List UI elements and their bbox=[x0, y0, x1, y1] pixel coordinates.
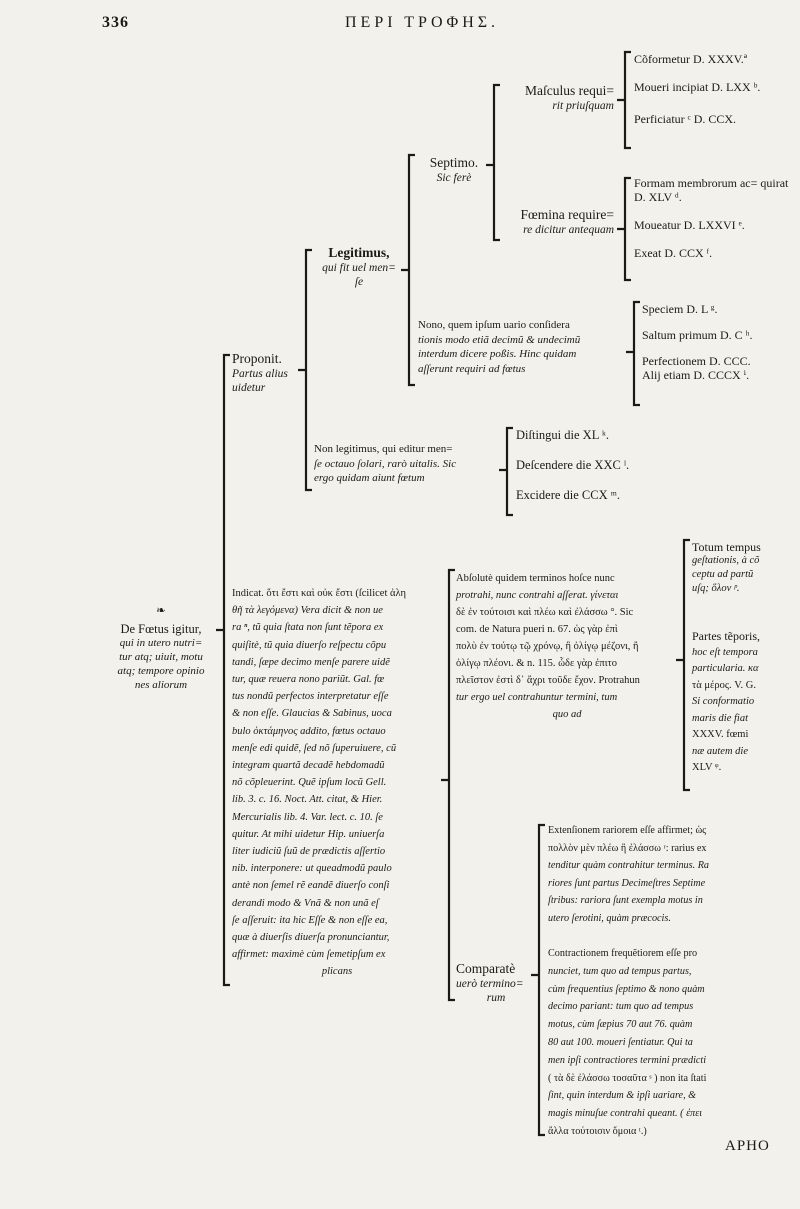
proponit-line: Partus alius bbox=[232, 367, 288, 380]
partes-line: hoc eſt tempora bbox=[692, 646, 758, 658]
absolute-block bbox=[456, 570, 678, 723]
septimo-block bbox=[418, 156, 490, 185]
root-text bbox=[100, 622, 222, 692]
nono-block bbox=[418, 318, 626, 376]
foemina-item: Exeat D. CCX ᶠ. bbox=[634, 246, 713, 260]
comparate-block bbox=[456, 962, 536, 1006]
root-ornament bbox=[100, 604, 222, 619]
masculus-item: Cõformetur D. XXXV.ª bbox=[634, 52, 748, 66]
totum-line: uſq; ὅλον ᵖ. bbox=[692, 583, 740, 594]
extensionem-line: πολλὸν μὲν πλέω ἢ ἐλάσσω ʳ: rarius ex bbox=[548, 842, 707, 854]
partes-line: Partes tẽporis, bbox=[692, 629, 760, 643]
non-legitimus-item: Diſtingui die XL ᵏ. bbox=[516, 428, 610, 442]
non-legitimus-item: Deſcendere die XXC ˡ. bbox=[516, 458, 630, 472]
nono-item: Speciem D. L ᵍ. bbox=[642, 302, 718, 316]
fleuron-icon: ❧ bbox=[156, 605, 166, 617]
proponit-line: uidetur bbox=[232, 382, 266, 394]
indicat-line: antè non ſemel rẽ eandẽ diuerſo conſi bbox=[232, 880, 390, 892]
nono-item: Perfectionem D. CCC. bbox=[642, 354, 751, 368]
contractionem-line: motus, cùm ſæpius 70 aut 76. quàm bbox=[548, 1019, 693, 1031]
indicat-block bbox=[232, 585, 442, 981]
contractionem-line: decimo pariant: tum quo ad tempus bbox=[548, 1001, 694, 1013]
non-legitimus-line: Non legitimus, qui editur men= bbox=[314, 443, 453, 455]
absolute-line: com. de Natura pueri n. 67. ὡς γὰρ ἐπὶ bbox=[456, 624, 618, 635]
indicat-line: quæ à diuerſis diuerſa pronunciantur, bbox=[232, 932, 390, 944]
totum-line: geſtationis, à cõ bbox=[692, 555, 760, 566]
catchword: APHO bbox=[725, 1138, 770, 1154]
masculus-item: Moueri incipiat D. LXX ᵇ. bbox=[634, 80, 761, 94]
absolute-line: tur ergo uel contrahuntur termini, tum bbox=[456, 692, 618, 703]
contractionem-line: Contractionem frequẽtiorem eſſe pro bbox=[548, 948, 698, 959]
foemina-items bbox=[634, 176, 794, 260]
masculus-item: Perficiatur ᶜ D. CCX. bbox=[634, 112, 737, 126]
root-line: nes aliorum bbox=[134, 679, 188, 691]
absolute-totum bbox=[692, 540, 796, 596]
extensionem-line: ſtribus: rariora ſunt exempla motus in bbox=[548, 895, 703, 906]
contractionem-line: men ipſi contractiores termini prædicti bbox=[548, 1054, 707, 1066]
foemina-item: Formam membrorum ac= quirat D. XLV ᵈ. bbox=[634, 176, 789, 204]
contractionem-line: ſint, quin interdum & ipſi uariare, & bbox=[548, 1090, 697, 1102]
absolute-line: πλεῖστον ἐστὶ δ᾽ ἄχρι τοῦδε ἔχον. Protrahun bbox=[456, 675, 640, 686]
nono-item: Saltum primum D. C ʰ. bbox=[642, 328, 753, 342]
brace-indicat bbox=[441, 570, 455, 1000]
contractionem-block bbox=[548, 945, 796, 1141]
indicat-line: nib. interponere: ut queadmodũ paulo bbox=[232, 863, 392, 875]
foemina-line: re dicitur antequam bbox=[523, 223, 614, 236]
indicat-line: Indicat. ὅτι ἔστι καὶ οὐκ ἔστι (ſcilicet ἀλη bbox=[232, 588, 406, 599]
absolute-line: δὲ ἐν τούτοισι καὶ πλέω καὶ ἐλάσσω °. Sic bbox=[456, 607, 634, 618]
contractionem-line: ἄλλα τούτοισιν ὅμοια ᵗ.) bbox=[548, 1125, 647, 1137]
foemina-label: Fœmina require= bbox=[520, 207, 614, 222]
proponit-block bbox=[232, 352, 304, 396]
non-legitimus-item: Excidere die CCX ᵐ. bbox=[516, 488, 620, 502]
partes-line: Si conformatio bbox=[692, 696, 755, 707]
extensionem-block bbox=[548, 822, 796, 927]
partes-line: XLV ᵠ. bbox=[692, 762, 722, 773]
proponit-label: Proponit. bbox=[232, 351, 282, 366]
running-head: ΠΕΡΙ ΤΡΟΦΗΣ. bbox=[345, 14, 500, 31]
indicat-line: quitur. At mihi uidetur Hip. uniuerſa bbox=[232, 828, 385, 840]
non-legitimus-line: ergo quidam aiunt fœtum bbox=[314, 472, 425, 484]
partes-line: næ autem die bbox=[692, 745, 748, 757]
indicat-line: tandi, ſæpe decimo menſe parere uidẽ bbox=[232, 656, 390, 668]
indicat-line: menſe edi quidẽ, ſed nõ ſuperuiuere, cũ bbox=[232, 742, 397, 754]
legitimus-line: qui fit uel men= bbox=[322, 261, 396, 274]
indicat-line: bulo ὀκτάμηνος addito, fœtus octauo bbox=[232, 725, 386, 737]
contractionem-line: magis minuſue contrahi queant. ( ἐπει bbox=[548, 1108, 703, 1120]
septimo-label: Septimo. bbox=[429, 155, 479, 170]
indicat-line: affirmet: maximè cùm ſemetipſum ex bbox=[232, 949, 386, 961]
contractionem-line: ( τὰ δὲ ἐλάσσω τοσαῦτα ˢ ) non ita ſtati bbox=[548, 1072, 707, 1084]
indicat-line: Mercurialis lib. 4. Var. lect. c. 10. ſe bbox=[232, 811, 383, 823]
brace-masculus bbox=[617, 52, 631, 148]
legitimus-block bbox=[314, 246, 404, 290]
contractionem-line: nunciet, tum quo ad tempus partus, bbox=[548, 965, 692, 977]
septimo-line: Sic ferè bbox=[436, 171, 472, 184]
absolute-line: πολὺ ἐν τούτῳ τῷ χρόνῳ, ἢ ὀλίγῳ μέζονι, ἢ bbox=[456, 641, 639, 652]
indicat-line: θῆ τὰ λεγόμενα) Vera dicit & non ue bbox=[232, 605, 383, 617]
masculus-label: Maſculus requi= bbox=[525, 83, 614, 98]
indicat-line: ra ⁿ, tũ quia ſtata non ſunt tẽpora ex bbox=[232, 622, 384, 634]
indicat-line: & non eſſe. Glaucias & Sabinus, uoca bbox=[232, 708, 392, 720]
brace-foemina bbox=[617, 178, 631, 280]
absolute-line: quo ad bbox=[552, 709, 582, 720]
non-legitimus-items bbox=[516, 428, 676, 502]
brace-non-legitimus bbox=[499, 428, 513, 515]
page-number: 336 bbox=[102, 14, 129, 31]
contractionem-line: 80 aut 100. moueri ſentiatur. Qui ta bbox=[548, 1036, 693, 1048]
indicat-line: derandi modo & Vnã & non unã eſ bbox=[232, 897, 379, 909]
indicat-line: integram quartã decadẽ hebdomadũ bbox=[232, 760, 385, 772]
nono-items bbox=[642, 302, 794, 382]
legitimus-label: Legitimus, bbox=[328, 245, 390, 260]
partes-line: XXXV. fœmi bbox=[692, 729, 749, 740]
partes-line: particularia. κα bbox=[692, 663, 759, 674]
indicat-line: nõ cõpleuerint. Quẽ ipſum locũ Gell. bbox=[232, 777, 387, 789]
nono-line: Nono, quem ipſum uario conſidera bbox=[418, 319, 570, 331]
partes-line: maris die fiat bbox=[692, 712, 749, 724]
foemina-block bbox=[502, 208, 614, 237]
root-line: atq; tempore opinio bbox=[117, 665, 205, 677]
indicat-line: lib. 3. c. 16. Noct. Att. citat, & Hier. bbox=[232, 794, 383, 806]
totum-line: Totum tempus bbox=[692, 540, 761, 554]
indicat-line: liter iudiciũ ſuũ de prædictis aſſertio bbox=[232, 846, 386, 858]
brace-nono bbox=[626, 302, 640, 405]
totum-line: ceptu ad partũ bbox=[692, 569, 754, 580]
indicat-line: ſe aſſeruit: ita hic Eſſe & non eſſe ea, bbox=[232, 914, 388, 926]
absolute-partes bbox=[692, 628, 796, 777]
nono-line: interdum dicere poßis. Hinc quidam bbox=[418, 348, 577, 360]
extensionem-line: Extenſionem rariorem eſſe affirmet; ὡς bbox=[548, 825, 707, 836]
partes-line: τὰ μέρος. V. G. bbox=[692, 679, 756, 691]
contractionem-line: cùm frequentius ſeptimo & nono quàm bbox=[548, 983, 705, 995]
nono-item: Alij etiam D. CCCX ⁱ. bbox=[642, 368, 750, 382]
brace-absolute bbox=[676, 540, 690, 790]
non-legitimus-line: ſe octauo ſolari, rarò uitalis. Sic bbox=[314, 457, 457, 470]
legitimus-line: ſe bbox=[354, 276, 364, 288]
comparate-line: rum bbox=[486, 992, 506, 1004]
comparate-line: uerò termino= bbox=[456, 977, 524, 990]
nono-line: aſſerunt requiri ad fœtus bbox=[418, 362, 526, 375]
nono-line: tionis modo etiã decimũ & undecimũ bbox=[418, 333, 581, 346]
non-legitimus-block bbox=[314, 442, 500, 486]
masculus-line: rit priuſquam bbox=[552, 99, 614, 112]
root-line: tur atq; uiuit, motu bbox=[119, 651, 203, 663]
extensionem-line: riores ſunt partus Decimeſtres Septime bbox=[548, 877, 706, 889]
masculus-block bbox=[502, 84, 614, 113]
absolute-line: ὀλίγῳ πλέονι. & n. 115. ὧδε γὰρ ἐπιτο bbox=[456, 658, 618, 669]
comparate-label: Comparatè bbox=[456, 961, 516, 976]
indicat-line: tus nondũ perfectos interpretatur eſſe bbox=[232, 691, 389, 703]
extensionem-line: utero ſerotini, quàm præcocis. bbox=[548, 912, 671, 924]
root-line: qui in utero nutri= bbox=[119, 637, 203, 649]
indicat-line: plicans bbox=[321, 966, 353, 978]
absolute-line: Abſolutè quidem terminos hoſce nunc bbox=[456, 573, 615, 584]
absolute-line: protrahi, nunc contrahi aſſerat. γίνεται bbox=[456, 590, 619, 601]
foemina-item: Moueatur D. LXXVI ᵉ. bbox=[634, 218, 745, 232]
indicat-line: quiſitè, tũ quia diuerſo reſpectu cõpu bbox=[232, 639, 387, 651]
extensionem-line: tenditur quàm contrahitur terminus. Ra bbox=[548, 860, 710, 871]
root-line: De Fœtus igitur, bbox=[120, 622, 202, 636]
indicat-line: tur, quæ reuera nono pariũt. Gal. fœ bbox=[232, 674, 385, 686]
masculus-items bbox=[634, 52, 794, 126]
